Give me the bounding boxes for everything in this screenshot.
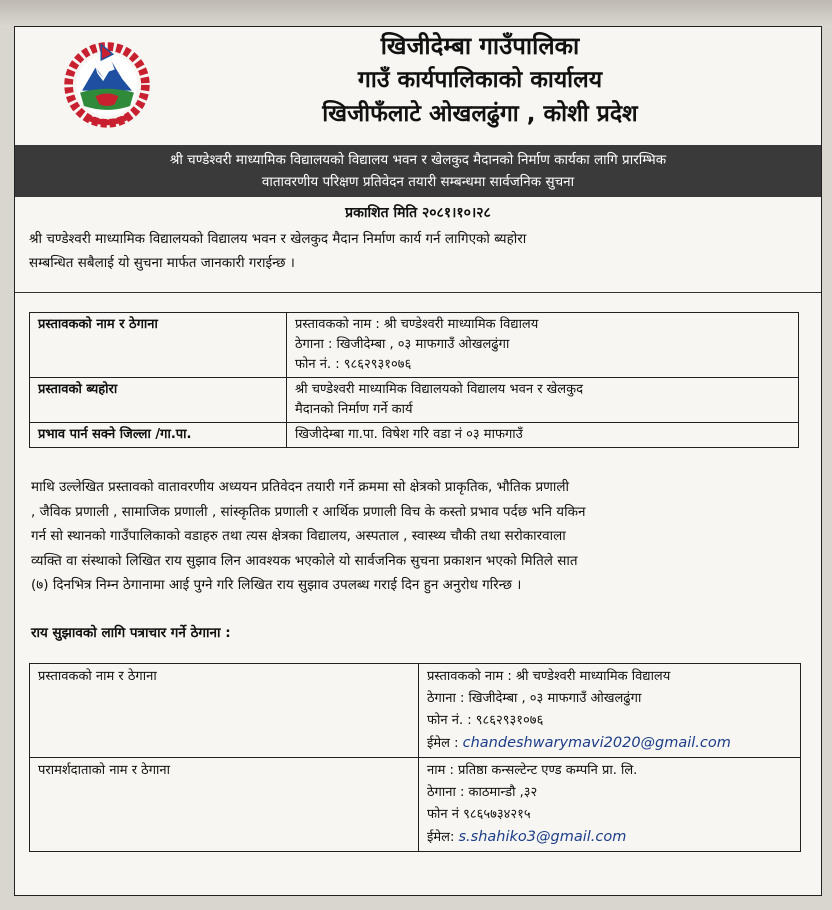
- consultant-label: परामर्शदाताको नाम र ठेगाना: [30, 758, 419, 852]
- email-label: ईमेल :: [427, 736, 463, 751]
- photo-top-edge: [0, 0, 832, 26]
- intro-line-2: सम्बन्धित सबैलाई यो सुचना मार्फत जानकारी गराईन्छ ।: [29, 255, 295, 271]
- proposer-value: [287, 313, 799, 378]
- consultant-address: ठेगाना : काठमान्डौ ,३२: [427, 785, 538, 800]
- request-paragraph: [31, 475, 803, 598]
- section-divider: [15, 292, 821, 293]
- office-title-block: [185, 29, 775, 131]
- proposer-address: ठेगाना : खिजीदेम्बा , ०३ माफगाउँ ओखलढुंगा: [295, 337, 510, 352]
- notice-subject-line-1: श्री चण्डेश्वरी माध्यामिक विद्यालयको विद्यालय भवन र खेलकुद मैदानको निर्माण कार्यका लागि प्रारम्भिक: [169, 152, 667, 168]
- published-date: प्रकाशित मिति २०८१।१०।२८: [345, 205, 491, 221]
- table-row: [30, 378, 799, 423]
- affected-area-value: खिजीदेम्बा गा.पा. विषेश गरि वडा नं ०३ माफगाउँ: [287, 423, 799, 448]
- proposal-table: [29, 312, 799, 448]
- proposal-subject-line-2: मैदानको निर्माण गर्ने कार्य: [295, 402, 413, 417]
- email-label: ईमेल:: [427, 830, 459, 845]
- consultant-phone: फोन नं ९८६५७३४२१५: [427, 807, 531, 822]
- contact-proposer-value: [419, 664, 801, 758]
- consultant-email[interactable]: s.shahiko3@gmail.com: [458, 829, 627, 845]
- municipality-name: खिजीदेम्बा गाउँपालिका: [380, 32, 580, 60]
- request-line-3: गर्न सो स्थानको गाउँपालिकाको वडाहरु तथा त्यस क्षेत्रका विद्यालय, अस्पताल , स्वास्थ्य चौकी तथा सरोकारवाला: [31, 528, 566, 544]
- notice-header: [15, 27, 821, 145]
- proposer-email[interactable]: chandeshwarymavi2020@gmail.com: [462, 735, 731, 751]
- contact-table: [29, 663, 801, 852]
- request-line-4: व्यक्ति वा संस्थाको लिखित राय सुझाव लिन आवश्यक भएकोले यो सार्वजनिक सुचना प्रकाशन भएको मितिले सात: [31, 552, 578, 569]
- proposer-name: प्रस्तावकको नाम : श्री चण्डेश्वरी माध्यामिक विद्यालय: [295, 317, 539, 332]
- consultant-name: नाम : प्रतिष्ठा कन्सल्टेन्ट एण्ड कम्पनि प्रा. लि.: [427, 763, 638, 778]
- affected-area-label: प्रभाव पार्न सक्ने जिल्ला /गा.पा.: [30, 423, 287, 448]
- notice-paper: [14, 26, 822, 896]
- proposer-phone: फोन नं. : ९८६२९३१०७६: [295, 357, 412, 372]
- request-line-5: (७) दिनभित्र निम्न ठेगानामा आई पुग्ने गरि लिखित राय सुझाव उपलब्ध गराई दिन हुन अनुरोध गरिन्छ ।: [31, 577, 522, 593]
- correspondence-heading: राय सुझावको लागि पत्राचार गर्ने ठेगाना :: [31, 625, 231, 641]
- nepal-government-emblem-icon: [59, 35, 155, 131]
- office-address: खिजीफँलाटे ओखलढुंगा , कोशी प्रदेश: [322, 101, 638, 127]
- office-name: गाउँ कार्यपालिकाको कार्यालय: [357, 67, 603, 93]
- consultant-email-row: [427, 826, 792, 849]
- intro-line-1: श्री चण्डेश्वरी माध्यामिक विद्यालयको विद्यालय भवन र खेलकुद मैदान निर्माण कार्य गर्न लागिएको ब्यहोरा: [29, 231, 527, 247]
- proposer-label: प्रस्तावकको नाम र ठेगाना: [30, 313, 287, 378]
- proposal-subject-line-1: श्री चण्डेश्वरी माध्यामिक विद्यालयको विद्यालय भवन र खेलकुद: [295, 382, 583, 397]
- proposal-subject-label: प्रस्तावको ब्यहोरा: [30, 378, 287, 423]
- proposal-subject-value: [287, 378, 799, 423]
- request-line-2: , जैविक प्रणाली , सामाजिक प्रणाली , सांस्कृतिक प्रणाली र आर्थिक प्रणाली विच के कस्तो प्रभाव पर्दछ भनि यकिन: [31, 503, 586, 520]
- contact-proposer-name: प्रस्तावकको नाम : श्री चण्डेश्वरी माध्यामिक विद्यालय: [427, 669, 671, 684]
- table-row: [30, 758, 801, 852]
- notice-subject-band: [15, 145, 821, 197]
- contact-proposer-phone: फोन नं. : ९८६२९३१०७६: [427, 713, 544, 728]
- request-line-1: माथि उल्लेखित प्रस्तावको वातावरणीय अध्ययन प्रतिवेदन तयारी गर्ने क्रममा सो क्षेत्रको प्राकृतिक, भौतिक प्रणाली: [31, 479, 570, 495]
- contact-proposer-label: प्रस्तावकको नाम र ठेगाना: [30, 664, 419, 758]
- table-row: [30, 664, 801, 758]
- table-row: [30, 313, 799, 378]
- contact-proposer-address: ठेगाना : खिजीदेम्बा , ०३ माफगाउँ ओखलढुंगा: [427, 691, 642, 706]
- contact-proposer-email-row: [427, 732, 792, 755]
- consultant-value: [419, 758, 801, 852]
- table-row: [30, 423, 799, 448]
- intro-paragraph: [29, 227, 799, 275]
- notice-subject-line-2: वातावरणीय परिक्षण प्रतिवेदन तयारी सम्बन्धमा सार्वजनिक सुचना: [261, 174, 575, 190]
